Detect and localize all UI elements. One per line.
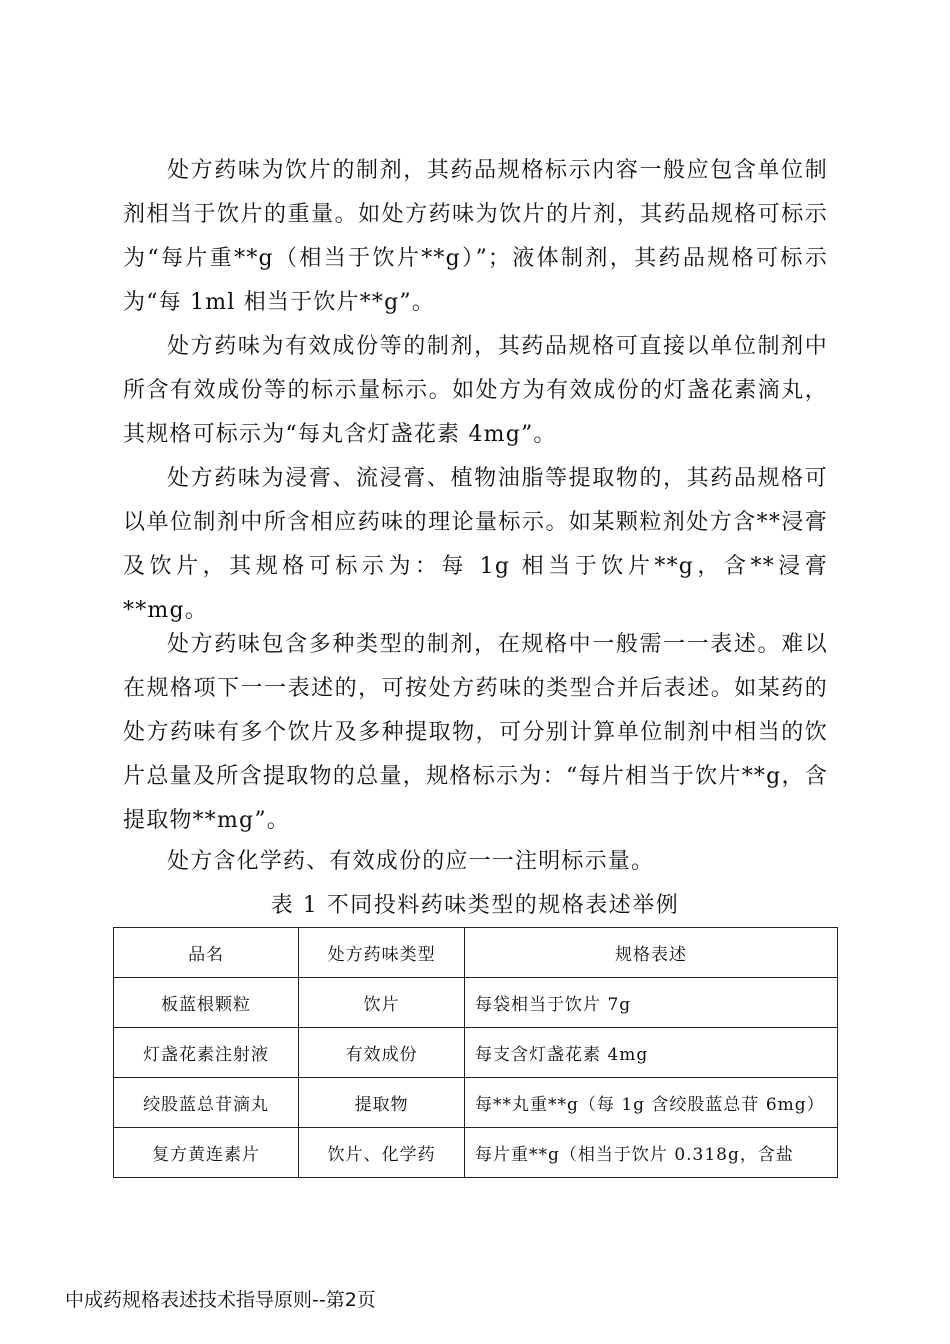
cell-spec-expression: 每片重**g（相当于饮片 0.318g，含盐 [465, 1128, 838, 1178]
header-product-name: 品名 [114, 928, 299, 978]
cell-spec-expression: 每**丸重**g（每 1g 含绞股蓝总苷 6mg） [465, 1078, 838, 1128]
cell-product-name: 绞股蓝总苷滴丸 [114, 1078, 299, 1128]
table-header-row [114, 928, 838, 978]
cell-ingredient-type: 提取物 [299, 1078, 465, 1128]
cell-ingredient-type: 饮片 [299, 978, 465, 1028]
cell-spec-expression: 每袋相当于饮片 7g [465, 978, 838, 1028]
cell-product-name: 板蓝根颗粒 [114, 978, 299, 1028]
cell-ingredient-type: 有效成份 [299, 1028, 465, 1078]
cell-product-name: 复方黄连素片 [114, 1128, 299, 1178]
cell-ingredient-type: 饮片、化学药 [299, 1128, 465, 1178]
cell-product-name: 灯盏花素注射液 [114, 1028, 299, 1078]
paragraph-multiple-types: 处方药味包含多种类型的制剂，在规格中一般需一一表述。难以在规格项下一一表述的，可按处方药味的类型合并后表述。如某药的处方药味有多个饮片及多种提取物，可分别计算单位制剂中相当的饮片总量及所含提取物的总量，规格标示为：“每片相当于饮片**g，含提取物**mg”。 [123, 632, 828, 833]
paragraph-extracts: 处方药味为浸膏、流浸膏、植物油脂等提取物的，其药品规格可以单位制剂中所含相应药味的理论量标示。如某颗粒剂处方含**浸膏及饮片，其规格可标示为：每 1g 相当于饮片**g，含**浸膏**mg。 [123, 466, 828, 623]
paragraph-decoction-pieces: 处方药味为饮片的制剂，其药品规格标示内容一般应包含单位制剂相当于饮片的重量。如处方药味为饮片的片剂，其药品规格可标示为“每片重**g（相当于饮片**g）”；液体制剂，其药品规格可标示为“每 1ml 相当于饮片**g”。 [123, 158, 828, 315]
table-row [114, 978, 838, 1028]
page-footer: 中成药规格表述技术指导原则--第2页 [65, 1289, 376, 1311]
table-row [114, 1128, 838, 1178]
spec-table [113, 927, 838, 1178]
paragraph-chemical-drugs: 处方含化学药、有效成份的应一一注明标示量。 [167, 849, 655, 874]
cell-spec-expression: 每支含灯盏花素 4mg [465, 1028, 838, 1078]
header-spec-expression: 规格表述 [465, 928, 838, 978]
table-row [114, 1028, 838, 1078]
table-caption: 表 1 不同投料药味类型的规格表述举例 [270, 893, 680, 918]
header-ingredient-type: 处方药味类型 [299, 928, 465, 978]
paragraph-active-ingredients: 处方药味为有效成份等的制剂，其药品规格可直接以单位制剂中所含有效成份等的标示量标示。如处方为有效成份的灯盏花素滴丸，其规格可标示为“每丸含灯盏花素 4mg”。 [123, 334, 828, 447]
table-row [114, 1078, 838, 1128]
